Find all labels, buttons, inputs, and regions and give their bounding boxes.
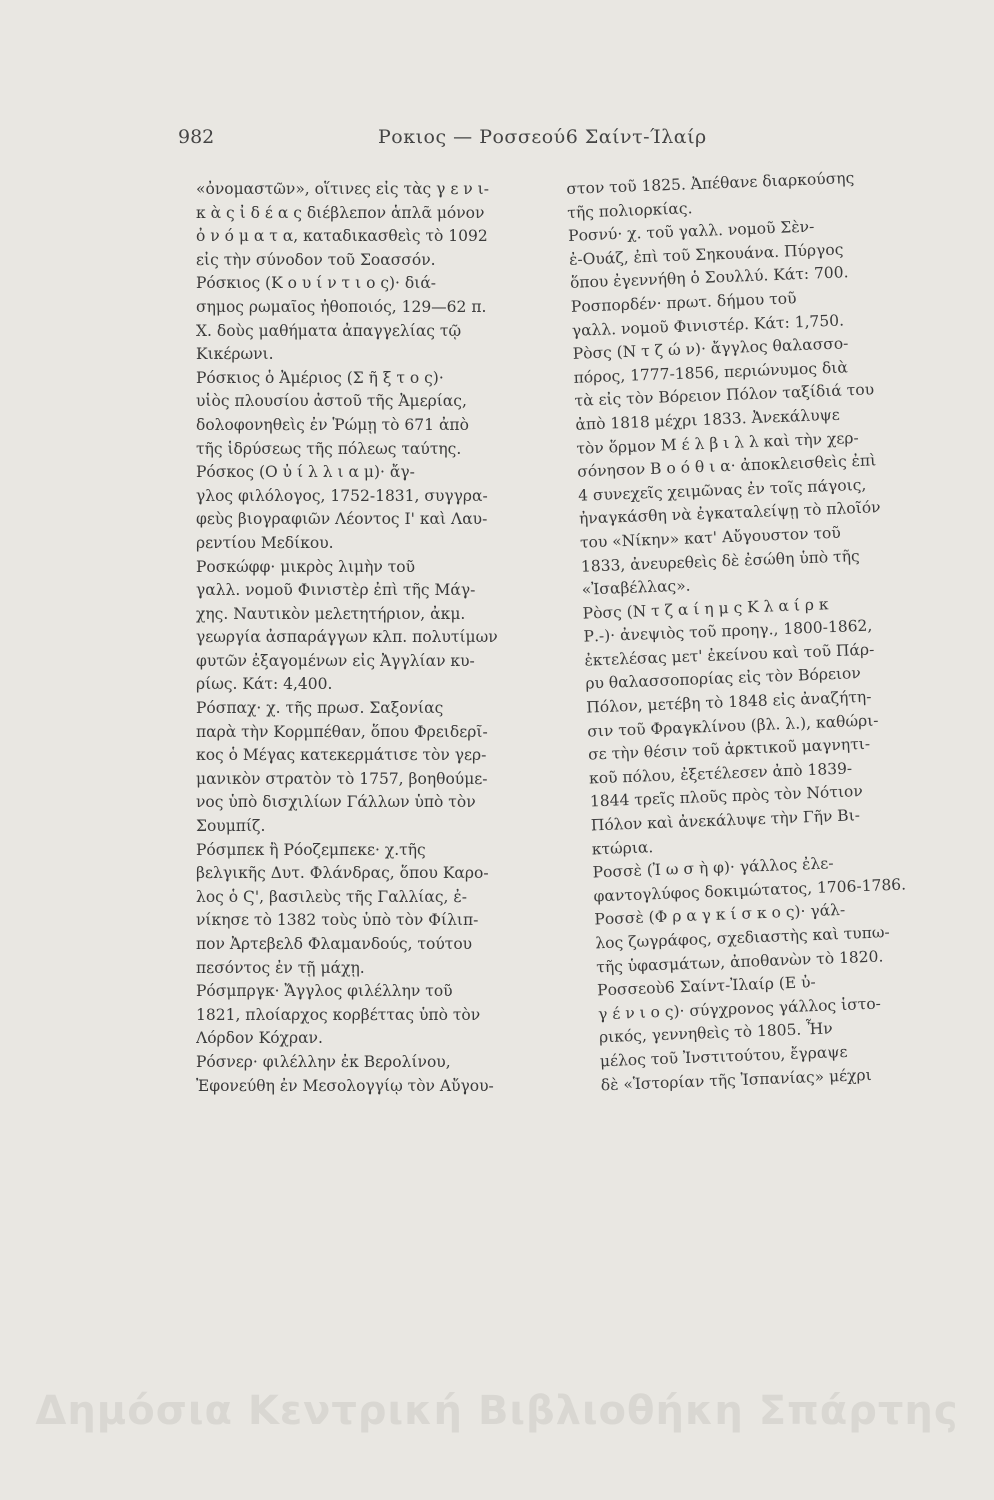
text-line: Ρόσκιος (Κ ο υ ί ν τ ι ο ς)· διά- [196,274,437,293]
text-line: Ροσσεοὺ6 Σαίντ-Ἰλαίρ (Ε ὐ- [596,973,817,1000]
text-line: Ρ.-)· ἀνεψιὸς τοῦ προηγ., 1800-1862, [583,616,873,646]
text-line: γεωργία ἀσπαράγγων κλπ. πολυτίμων [196,628,498,647]
text-line: ὀ ν ό μ α τ α, καταδικασθεὶς τὸ 1092 [196,227,488,246]
text-line: «ὀνομαστῶν», οἵτινες εἰς τὰς γ ε ν ι- [196,180,489,198]
text-line: Ρόσμπεκ ἢ Ρόοζεμπεκε· χ.τῆς [196,840,426,859]
text-line: τὸν ὅρμον Μ έ λ β ι λ λ καὶ τὴν χερ- [576,428,860,458]
text-line: του «Νίκην» κατ' Αὔγουστον τοῦ [579,523,842,552]
text-line: γαλλ. νομοῦ Φινιστέρ. Κάτ: 1,750. [571,311,845,340]
text-line: Σουμπίζ. [196,817,266,836]
right-text-column [566,163,981,1097]
text-line: ὅπου ἐγεννήθη ὁ Σουλλύ. Κάτ: 700. [569,263,849,293]
text-line: σιν τοῦ Φραγκλίνου (βλ. λ.), καθώρι- [586,711,879,741]
text-line: λος ὁ Ϛ', βασιλεὺς τῆς Γαλλίας, ἐ- [196,887,467,906]
text-line: Κικέρωνι. [196,345,274,364]
text-line: σημος ρωμαῖος ἠθοποιός, 129—62 π. [196,297,487,316]
text-line: σόνησον Β ο ό θ ι α· ἀποκλεισθεὶς ἐπὶ [576,451,877,481]
text-line: κτώρια. [591,837,654,859]
text-line: Ρὸσς (Ν τ ζ ώ ν)· ἄγγλος θαλασσο- [572,334,849,364]
text-line: παρὰ τὴν Κορμπέθαν, ὅπου Φρειδερῖ- [196,722,488,741]
text-line: τῆς πολιορκίας. [566,198,693,222]
text-line: ρικός, γεννηθεὶς τὸ 1805. Ἦν [598,1019,833,1047]
text-line: πεσόντος ἐν τῇ μάχῃ. [196,958,365,977]
text-line: πόρος, 1777-1856, περιώνυμος διὰ [573,358,849,387]
text-line: κος ὁ Μέγας κατεκερμάτισε τὸν γερ- [196,746,487,765]
text-line: λος ζωγράφος, σχεδιαστὴς καὶ τυπω- [595,923,891,953]
text-line: βελγικῆς Δυτ. Φλάνδρας, ὅπου Καρο- [196,864,489,883]
text-line: Χ. δοὺς μαθήματα ἀπαγγελίας τῷ [196,321,462,340]
page-number: 982 [178,126,215,148]
text-line: τὰ εἰς τὸν Βόρειον Πόλον ταξίδιά του [574,380,875,411]
text-line: κ ὰ ς ἰ δ έ α ς διέβλεπον ἁπλᾶ μόνον [196,203,485,222]
text-line: 4 συνεχεῖς χειμῶνας ἐν τοῖς πάγοις, [577,475,867,505]
running-title: Ροκιος — Ροσσεού6 Σαίντ-Ίλαίρ [378,126,707,148]
text-line: Λόρδον Κόχραν. [196,1029,323,1048]
text-line: Ροσπορδέν· πρωτ. δήμου τοῦ [570,289,797,316]
text-line: ἠναγκάσθη νὰ ἐγκαταλείψῃ τὸ πλοῖόν [578,498,881,529]
text-line: γ έ ν ι ο ς)· σύγχρονος γάλλος ἱστο- [597,994,882,1024]
text-line: μέλος τοῦ Ἰνστιτούτου, ἔγραψε [599,1042,848,1071]
text-line: Ρόσμπργκ· Ἄγγλος φιλέλλην τοῦ [196,982,453,1001]
text-line: γλος φιλόλογος, 1752-1831, συγγρα- [196,486,488,505]
text-line: Πόλον, μετέβη τὸ 1848 εἰς ἀναζήτη- [586,687,872,717]
text-line: φεὺς βιογραφιῶν Λέοντος Ι' καὶ Λαυ- [196,510,488,529]
text-line: δολοφονηθεὶς ἐν Ῥώμῃ τὸ 671 ἀπὸ [196,415,469,434]
text-line: τῆς ἱδρύσεως τῆς πόλεως ταύτης. [196,439,462,458]
text-line: γαλλ. νομοῦ Φινιστὲρ ἐπὶ τῆς Μάγ- [196,581,476,600]
text-line: Ρόσκιος ὁ Ἀμέριος (Σ ῆ ξ τ ο ς)· [196,368,444,387]
text-line: μανικὸν στρατὸν τὸ 1757, βοηθούμε- [196,769,488,788]
text-line: «Ἰσαβέλλας». [581,576,691,599]
text-line: 1833, ἀνευρεθεὶς δὲ ἐσώθη ὑπὸ τῆς [580,546,860,576]
text-line: Ροσσὲ (Φ ρ α γ κ ί σ κ ο ς)· γάλ- [594,901,846,929]
text-line: Πόλον καὶ ἀνεκάλυψε τὴν Γῆν Βι- [590,806,861,835]
text-line: ἐ-Ουάζ, ἐπὶ τοῦ Σηκουάνα. Πύργος [568,240,844,269]
text-line: ρυ θαλασσοπορίας εἰς τὸν Βόρειον [585,664,862,694]
text-line: πον Ἀρτεβελδ Φλαμανδούς, τούτου [196,935,473,953]
text-line: νος ὑπὸ δισχιλίων Γάλλων ὑπὸ τὸν [196,793,476,812]
text-line: Ἐφονεύθη ἐν Μεσολογγίῳ τὸν Αὔγου- [196,1076,494,1095]
text-line: νίκησε τὸ 1382 τοὺς ὑπὸ τὸν Φίλιπ- [196,911,479,930]
text-line: 1821, πλοίαρχος κορβέττας ὑπὸ τὸν [196,1005,481,1024]
text-line: Ροσνύ· χ. τοῦ γαλλ. νομοῦ Σὲν- [567,217,815,246]
text-line: υἱὸς πλουσίου ἀστοῦ τῆς Ἀμερίας, [196,392,467,411]
text-line: ἐκτελέσας μετ' ἐκείνου καὶ τοῦ Πάρ- [584,640,875,670]
text-line: εἰς τὴν σύνοδον τοῦ Σοασσόν. [196,250,436,269]
text-line: Ρόσνερ· φιλέλλην ἐκ Βερολίνου, [196,1052,451,1071]
text-line: κοῦ πόλου, ἐξετέλεσεν ἀπὸ 1839- [588,759,853,788]
text-line: φαντογλύφος δοκιμώτατος, 1706-1786. [593,875,907,906]
text-line: σε τὴν θέσιν τοῦ ἀρκτικοῦ μαγνητι- [587,735,871,764]
text-line: δὲ «Ἱστορίαν τῆς Ἰσπανίας» μέχρι [600,1065,873,1094]
text-line: στον τοῦ 1825. Ἀπέθανε διαρκούσης [566,168,855,198]
text-line: χης. Ναυτικὸν μελετητήριον, ἀκμ. [196,604,466,623]
text-line: ρεντίου Μεδίκου. [196,533,334,552]
text-line: Ρόσπαχ· χ. τῆς πρωσ. Σαξονίας [196,699,444,718]
left-text-column [196,178,546,1098]
text-line: Ροσκώφφ· μικρὸς λιμὴν τοῦ [196,557,416,576]
text-line: Ρὸσς (Ν τ ζ α ί η μ ς Κ λ α ί ρ κ [582,594,829,623]
text-line: ἀπὸ 1818 μέχρι 1833. Ἀνεκάλυψε [575,405,841,434]
library-watermark: Δημόσια Κεντρική Βιβλιοθήκη Σπάρτης [35,1388,959,1434]
text-line: Ροσσὲ (Ἰ ω σ ὴ φ)· γάλλος ἐλε- [592,854,834,882]
text-line: 1844 τρεῖς πλοῦς πρὸς τὸν Νότιον [589,782,864,811]
text-line: Ρόσκος (Ο ὐ ί λ λ ι α μ)· ἄγ- [196,463,415,482]
page-header [178,126,778,160]
text-line: φυτῶν ἐξαγομένων εἰς Ἀγγλίαν κυ- [196,651,475,670]
text-line: ρίως. Κάτ: 4,400. [196,675,333,694]
text-line: τῆς ὑφασμάτων, ἀποθανὼν τὸ 1820. [595,946,884,977]
